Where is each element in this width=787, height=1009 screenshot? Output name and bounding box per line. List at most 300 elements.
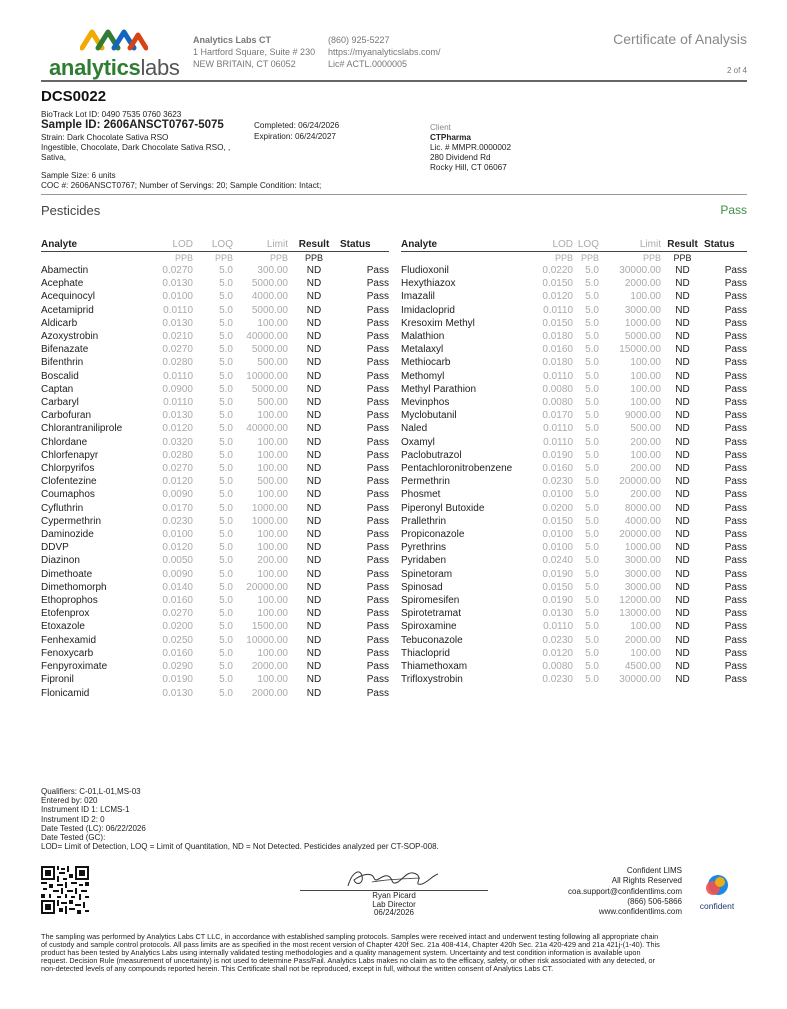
status-value: Pass (724, 370, 747, 382)
analyte-name: Cyfluthrin (41, 502, 84, 514)
status-value: Pass (724, 647, 747, 659)
table-row (41, 594, 389, 607)
analyte-name: Trifloxystrobin (401, 674, 463, 686)
result-value: ND (675, 581, 690, 593)
header-status: Status (340, 238, 389, 252)
limit-value: 10000.00 (246, 634, 288, 646)
analyte-name: Thiamethoxam (401, 661, 468, 673)
loq-value: 5.0 (585, 331, 599, 343)
result-value: ND (675, 595, 690, 607)
signature-date: 06/24/2026 (373, 908, 415, 918)
analyte-name: Bifenthrin (41, 357, 84, 369)
lod-value: 0.0100 (162, 291, 193, 303)
lod-value: 0.0150 (542, 581, 573, 593)
result-value: ND (675, 542, 690, 554)
status-value: Pass (366, 397, 389, 409)
table-row (41, 383, 389, 396)
table-row (401, 356, 747, 369)
status-value: Pass (724, 568, 747, 580)
confident-logo-icon (704, 874, 730, 898)
lod-value: 0.0190 (162, 674, 193, 686)
analyte-name: Fludioxonil (401, 265, 449, 276)
table-row (41, 673, 389, 686)
result-value: ND (675, 489, 690, 501)
status-value: Pass (366, 383, 389, 395)
lod-value: 0.0170 (162, 502, 193, 514)
client-name: CTPharma (430, 133, 471, 142)
sample-divider (41, 194, 747, 195)
analyte-name: Spinetoram (401, 568, 453, 580)
analyte-name: Acequinocyl (41, 291, 95, 303)
table-row (401, 343, 747, 356)
header-status: Status (704, 238, 747, 252)
analyte-name: Kresoxim Methyl (401, 317, 475, 329)
limit-value: 100.00 (257, 674, 288, 686)
table-row (401, 330, 747, 343)
lod-value: 0.0130 (542, 608, 573, 620)
analyte-name: Acephate (41, 278, 84, 290)
status-value: Pass (724, 515, 747, 527)
analyte-name: Dimethomorph (41, 581, 107, 593)
lod-value: 0.0190 (542, 449, 573, 461)
loq-value: 5.0 (219, 489, 233, 501)
loq-value: 5.0 (219, 436, 233, 448)
lims-phone: (866) 506-5866 (627, 896, 682, 906)
analyte-name: Coumaphos (41, 489, 95, 501)
status-value: Pass (366, 265, 389, 276)
section-title: Pesticides (41, 203, 101, 218)
loq-value: 5.0 (219, 383, 233, 395)
result-value: ND (675, 502, 690, 514)
loq-value: 5.0 (585, 542, 599, 554)
result-value: ND (675, 410, 690, 422)
date-tested-gc: Date Tested (GC): (41, 833, 106, 843)
lod-value: 0.0900 (162, 383, 193, 395)
analyte-name: Propiconazole (401, 529, 465, 541)
limit-value: 100.00 (257, 568, 288, 580)
result-value: ND (306, 581, 322, 593)
logo-wordmark: analyticslabs (49, 55, 180, 80)
status-value: Pass (366, 621, 389, 633)
result-value: ND (306, 357, 322, 369)
result-value: ND (306, 304, 322, 316)
header-lod: LOD (149, 238, 193, 252)
status-value: Pass (724, 581, 747, 593)
sample-id: Sample ID: 2606ANSCT0767-5075 (41, 119, 224, 131)
lab-name: Analytics Labs CT (193, 35, 272, 45)
table-row (401, 554, 747, 567)
result-value: ND (675, 634, 690, 646)
limit-value: 5000.00 (251, 304, 288, 316)
lims-name: Confident LIMS (626, 866, 682, 875)
table-row (401, 317, 747, 330)
analyte-name: Imidacloprid (401, 304, 455, 316)
confident-wordmark: confident (699, 901, 735, 911)
limit-value: 100.00 (257, 449, 288, 461)
lod-value: 0.0280 (162, 357, 193, 369)
result-value: ND (675, 436, 690, 448)
result-value: ND (306, 397, 322, 409)
lod-value: 0.0110 (163, 304, 193, 316)
analyte-name: Chlorantraniliprole (41, 423, 123, 435)
result-value: ND (306, 647, 322, 659)
result-value: ND (306, 555, 322, 567)
status-value: Pass (724, 476, 747, 488)
lod-value: 0.0050 (162, 555, 193, 567)
lod-value: 0.0290 (162, 661, 193, 673)
lab-license: Lic# ACTL.0000005 (328, 59, 408, 69)
status-value: Pass (724, 397, 747, 409)
unit-lod: PPB (554, 253, 573, 263)
lod-value: 0.0120 (162, 423, 193, 435)
lod-value: 0.0100 (162, 529, 193, 541)
table-row (41, 290, 389, 303)
analyte-name: Pentachloronitrobenzene (401, 463, 513, 475)
instrument-id-1: Instrument ID 1: LCMS-1 (41, 805, 130, 815)
header-analyte: Analyte (401, 238, 523, 252)
loq-value: 5.0 (585, 502, 599, 514)
lab-address-block (193, 34, 315, 70)
status-value: Pass (366, 529, 389, 541)
limit-value: 30000.00 (619, 265, 661, 276)
analyte-name: Methomyl (401, 370, 445, 382)
limit-value: 20000.00 (619, 529, 661, 541)
table-row (401, 594, 747, 607)
limit-value: 2000.00 (251, 687, 288, 699)
table-row (41, 660, 389, 673)
table-row (401, 488, 747, 501)
table-row (41, 356, 389, 369)
status-value: Pass (366, 542, 389, 554)
loq-value: 5.0 (219, 410, 233, 422)
table-row (401, 581, 747, 594)
lod-value: 0.0110 (163, 397, 193, 409)
lod-value: 0.0110 (543, 370, 573, 382)
table-row (41, 581, 389, 594)
status-value: Pass (724, 502, 747, 514)
limit-value: 100.00 (257, 608, 288, 620)
table-row (401, 620, 747, 633)
loq-value: 5.0 (585, 304, 599, 316)
lab-logo (46, 26, 180, 80)
loq-value: 5.0 (219, 502, 233, 514)
lod-value: 0.0080 (542, 661, 573, 673)
loq-value: 5.0 (219, 674, 233, 686)
header-loq: LOQ (573, 238, 599, 252)
result-value: ND (306, 568, 322, 580)
limit-value: 5000.00 (624, 331, 661, 343)
qr-code-icon (41, 866, 89, 914)
lod-value: 0.0220 (542, 265, 573, 276)
analyte-name: Methyl Parathion (401, 383, 477, 395)
analyte-name: Fenpyroximate (41, 661, 108, 673)
analyte-name: Prallethrin (401, 515, 447, 527)
loq-value: 5.0 (219, 331, 233, 343)
disclaimer-line: of custody and sample control protocols. All pass limits are as specified in the most recent version of Chapter 420f Sec. 21a 408-414, Chapter 420h Sec. 21a 420-429 and 21a 421j-(1-40). This (41, 940, 660, 949)
lims-email[interactable]: coa.support@confidentlims.com (568, 886, 682, 896)
limit-value: 200.00 (630, 436, 661, 448)
analyte-name: Carbaryl (41, 397, 79, 409)
status-value: Pass (724, 304, 747, 316)
lod-value: 0.0200 (542, 502, 573, 514)
analyte-name: Carbofuran (41, 410, 92, 422)
analyte-name: Myclobutanil (401, 410, 457, 422)
limit-value: 100.00 (257, 529, 288, 541)
limit-value: 100.00 (630, 291, 661, 303)
loq-value: 5.0 (585, 370, 599, 382)
header-divider (41, 80, 747, 82)
result-value: ND (675, 529, 690, 541)
entered-by: Entered by: 020 (41, 796, 98, 806)
loq-value: 5.0 (219, 515, 233, 527)
pesticides-table-right (401, 238, 747, 687)
loq-value: 5.0 (585, 278, 599, 290)
page-number: 2 of 4 (726, 66, 747, 75)
loq-value: 5.0 (585, 634, 599, 646)
completed-date: Completed: 06/24/2026 (254, 121, 340, 130)
result-value: ND (306, 542, 322, 554)
analyte-name: Methiocarb (401, 357, 451, 369)
lims-url[interactable]: www.confidentlims.com (598, 907, 682, 917)
analyte-name: Azoxystrobin (41, 331, 99, 343)
result-value: ND (675, 674, 690, 686)
analyte-name: Pyridaben (401, 555, 447, 567)
lod-value: 0.0230 (542, 634, 573, 646)
loq-value: 5.0 (219, 542, 233, 554)
header-limit: Limit (233, 238, 288, 252)
status-value: Pass (366, 515, 389, 527)
table-row (401, 396, 747, 409)
loq-value: 5.0 (585, 515, 599, 527)
result-value: ND (306, 621, 322, 633)
header-limit: Limit (599, 238, 661, 252)
analyte-name: Thiacloprid (401, 647, 450, 659)
analyte-name: Dimethoate (41, 568, 93, 580)
disclaimer-line: non-detected levels of any compounds reported herein. This Certificate shall not be reproduced, except in full, without the written consent of Analytics Labs CT. (41, 964, 554, 973)
lims-info (568, 866, 682, 917)
loq-value: 5.0 (585, 489, 599, 501)
status-value: Pass (724, 383, 747, 395)
loq-value: 5.0 (219, 661, 233, 673)
status-value: Pass (724, 331, 747, 343)
limit-value: 2000.00 (624, 278, 661, 290)
status-value: Pass (724, 423, 747, 435)
result-value: ND (306, 370, 322, 382)
table-row (401, 607, 747, 620)
status-value: Pass (366, 463, 389, 475)
result-value: ND (675, 608, 690, 620)
status-value: Pass (724, 555, 747, 567)
status-value: Pass (724, 608, 747, 620)
result-value: ND (306, 383, 322, 395)
loq-value: 5.0 (219, 687, 233, 699)
client-license: Lic. # MMPR.0000002 (430, 143, 512, 152)
result-value: ND (675, 357, 690, 369)
limit-value: 3000.00 (624, 581, 661, 593)
table-row (41, 528, 389, 541)
status-value: Pass (724, 436, 747, 448)
sample-size: Sample Size: 6 units (41, 171, 116, 180)
analyte-name: Bifenazate (41, 344, 89, 356)
analyte-name: Fenoxycarb (41, 647, 94, 659)
result-value: ND (306, 344, 322, 356)
result-value: ND (306, 317, 322, 329)
lod-value: 0.0100 (542, 489, 573, 501)
lod-value: 0.0160 (542, 344, 573, 356)
limit-value: 100.00 (630, 397, 661, 409)
limit-value: 8000.00 (624, 502, 661, 514)
limit-value: 9000.00 (624, 410, 661, 422)
sample-code: DCS0022 (41, 88, 107, 105)
loq-value: 5.0 (219, 278, 233, 290)
lab-url[interactable]: https://myanalyticslabs.com/ (328, 47, 441, 57)
table-row (401, 277, 747, 290)
status-value: Pass (366, 581, 389, 593)
logo-mark-icon (80, 26, 148, 52)
lod-value: 0.0130 (162, 687, 193, 699)
limit-value: 5000.00 (251, 383, 288, 395)
limit-value: 1000.00 (624, 317, 661, 329)
table-row (401, 634, 747, 647)
status-value: Pass (724, 489, 747, 501)
signature-icon (342, 864, 442, 892)
loq-value: 5.0 (585, 344, 599, 356)
analyte-name: Spirotetramat (401, 608, 462, 620)
limit-value: 15000.00 (619, 344, 661, 356)
status-value: Pass (366, 489, 389, 501)
lod-value: 0.0120 (162, 542, 193, 554)
lod-value: 0.0120 (542, 647, 573, 659)
analyte-name: Oxamyl (401, 436, 435, 448)
header-result: Result (288, 238, 340, 252)
analyte-name: Ethoprophos (41, 595, 98, 607)
limit-value: 10000.00 (246, 370, 288, 382)
table-row (401, 502, 747, 515)
units-row (401, 252, 747, 265)
status-value: Pass (366, 317, 389, 329)
limit-value: 2000.00 (251, 661, 288, 673)
lod-value: 0.0230 (542, 476, 573, 488)
lod-value: 0.0150 (542, 515, 573, 527)
unit-result: PPB (673, 253, 692, 263)
loq-value: 5.0 (219, 304, 233, 316)
status-value: Pass (724, 529, 747, 541)
pesticides-table-left (41, 238, 389, 700)
table-row (41, 370, 389, 383)
result-value: ND (306, 265, 322, 276)
signatory-title: Lab Director (372, 899, 416, 909)
table-row (401, 568, 747, 581)
status-value: Pass (366, 555, 389, 567)
table-row (41, 515, 389, 528)
status-value: Pass (366, 304, 389, 316)
table-row (401, 541, 747, 554)
unit-loq: PPB (580, 253, 599, 263)
table-row (401, 462, 747, 475)
loq-value: 5.0 (585, 397, 599, 409)
limit-value: 100.00 (257, 489, 288, 501)
result-value: ND (675, 291, 690, 303)
status-value: Pass (366, 278, 389, 290)
header-loq: LOQ (193, 238, 233, 252)
analyte-name: Spiroxamine (401, 621, 457, 633)
lod-value: 0.0120 (542, 291, 573, 303)
analyte-name: Paclobutrazol (401, 449, 462, 461)
lod-value: 0.0140 (162, 581, 193, 593)
result-value: ND (675, 397, 690, 409)
status-value: Pass (724, 265, 747, 276)
lab-address-line1: 1 Hartford Square, Suite # 230 (193, 47, 316, 57)
loq-value: 5.0 (219, 370, 233, 382)
limit-value: 500.00 (257, 357, 288, 369)
limit-value: 100.00 (257, 410, 288, 422)
lod-value: 0.0200 (162, 621, 193, 633)
lod-value: 0.0210 (162, 331, 193, 343)
status-value: Pass (366, 423, 389, 435)
loq-value: 5.0 (585, 555, 599, 567)
lod-value: 0.0180 (542, 331, 573, 343)
units-row (41, 252, 389, 265)
analyte-name: Spinosad (401, 581, 443, 593)
loq-value: 5.0 (219, 555, 233, 567)
analyte-name: Tebuconazole (401, 634, 463, 646)
table-row (41, 634, 389, 647)
loq-value: 5.0 (585, 383, 599, 395)
status-value: Pass (724, 595, 747, 607)
result-value: ND (675, 370, 690, 382)
table-row (401, 528, 747, 541)
loq-value: 5.0 (219, 397, 233, 409)
status-value: Pass (366, 568, 389, 580)
analyte-name: Naled (401, 423, 428, 435)
limit-value: 100.00 (630, 370, 661, 382)
loq-value: 5.0 (585, 449, 599, 461)
limit-value: 40000.00 (246, 331, 288, 343)
lod-value: 0.0230 (162, 515, 193, 527)
result-value: ND (306, 463, 322, 475)
loq-value: 5.0 (219, 608, 233, 620)
result-value: ND (675, 265, 690, 276)
sample-strain: Strain: Dark Chocolate Sativa RSO (41, 133, 169, 142)
loq-value: 5.0 (585, 357, 599, 369)
result-value: ND (306, 634, 322, 646)
result-value: ND (306, 489, 322, 501)
limit-value: 3000.00 (624, 555, 661, 567)
table-row (41, 317, 389, 330)
analyte-name: Diazinon (41, 555, 80, 567)
loq-value: 5.0 (219, 595, 233, 607)
analyte-name: Chlorpyrifos (41, 463, 95, 475)
lod-value: 0.0120 (162, 476, 193, 488)
limit-value: 4500.00 (624, 661, 661, 673)
loq-value: 5.0 (585, 621, 599, 633)
table-row (401, 515, 747, 528)
limit-value: 4000.00 (624, 515, 661, 527)
loq-value: 5.0 (585, 568, 599, 580)
limit-value: 100.00 (257, 436, 288, 448)
result-value: ND (675, 476, 690, 488)
loq-value: 5.0 (219, 449, 233, 461)
result-value: ND (306, 436, 322, 448)
table-row (41, 488, 389, 501)
signatory (300, 892, 488, 918)
lod-value: 0.0230 (542, 674, 573, 686)
lod-value: 0.0190 (542, 595, 573, 607)
status-value: Pass (366, 370, 389, 382)
sample-type-line1: Ingestible, Chocolate, Dark Chocolate Sativa RSO, , (41, 143, 231, 152)
analyte-name: Acetamiprid (41, 304, 94, 316)
result-value: ND (675, 331, 690, 343)
